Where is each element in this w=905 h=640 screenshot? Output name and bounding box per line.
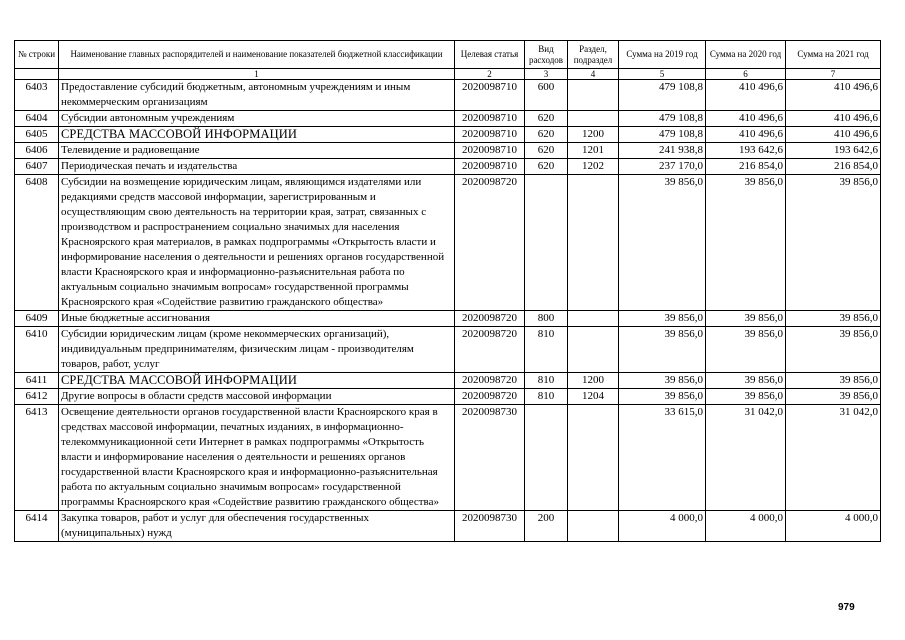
table-row: [15, 311, 881, 327]
cell-sum-2019: 39 856,0: [619, 373, 706, 389]
cell-sum-2019: 33 615,0: [619, 405, 706, 511]
cell-target-article: 2020098720: [455, 327, 525, 373]
cell-target-article: 2020098730: [455, 511, 525, 542]
cell-target-article: 2020098720: [455, 311, 525, 327]
header-sum-2021: Сумма на 2021 год: [786, 41, 881, 69]
column-number: 2: [455, 69, 525, 80]
cell-sum-2020: 193 642,6: [706, 143, 786, 159]
cell-section: 1200: [568, 373, 619, 389]
column-number: 5: [619, 69, 706, 80]
cell-target-article: 2020098710: [455, 80, 525, 111]
column-number: 4: [568, 69, 619, 80]
table-row: [15, 80, 881, 111]
cell-row-number: 6412: [15, 389, 59, 405]
cell-sum-2021: 39 856,0: [786, 311, 881, 327]
cell-section: [568, 405, 619, 511]
cell-sum-2019: 39 856,0: [619, 311, 706, 327]
cell-section: [568, 80, 619, 111]
cell-target-article: 2020098710: [455, 127, 525, 143]
header-target-article: Целевая статья: [455, 41, 525, 69]
table-row: [15, 175, 881, 311]
cell-name: Субсидии на возмещение юридическим лицам, являющимся издателями или редакциями средств массовой информации, зарегистрированным и осуществляющим свою деятельность на территории края, затрат, связанных с производством и распространением социально значимых для населения Красноярского края материалов, в рамках подпрограммы «Открытость власти и информирование населения о деятельности и решениях органов государственной власти Красноярского края и информационно-разъяснительная работа по актуальным социально значимым вопросам» государственной программы Красноярского края «Содействие развитию гражданского общества»: [59, 175, 455, 311]
cell-row-number: 6414: [15, 511, 59, 542]
cell-target-article: 2020098720: [455, 373, 525, 389]
cell-name: Периодическая печать и издательства: [59, 159, 455, 175]
cell-sum-2019: 39 856,0: [619, 175, 706, 311]
cell-section: 1201: [568, 143, 619, 159]
column-number: 1: [59, 69, 455, 80]
cell-name: Закупка товаров, работ и услуг для обеспечения государственных (муниципальных) нужд: [59, 511, 455, 542]
cell-expense-kind: 620: [525, 159, 568, 175]
cell-section: 1204: [568, 389, 619, 405]
table-row: [15, 143, 881, 159]
budget-table: [14, 40, 881, 542]
page-number: 979: [838, 602, 855, 613]
cell-expense-kind: [525, 175, 568, 311]
cell-section: [568, 111, 619, 127]
table-row: [15, 389, 881, 405]
cell-sum-2021: 39 856,0: [786, 389, 881, 405]
cell-row-number: 6406: [15, 143, 59, 159]
cell-sum-2020: 410 496,6: [706, 127, 786, 143]
budget-table-container: [14, 40, 881, 542]
cell-name: Другие вопросы в области средств массовой информации: [59, 389, 455, 405]
cell-expense-kind: 800: [525, 311, 568, 327]
cell-sum-2019: 479 108,8: [619, 127, 706, 143]
cell-sum-2021: 39 856,0: [786, 175, 881, 311]
cell-row-number: 6409: [15, 311, 59, 327]
cell-sum-2019: 39 856,0: [619, 389, 706, 405]
column-number: 3: [525, 69, 568, 80]
cell-name: Освещение деятельности органов государственной власти Красноярского края в средствах массовой информации, печатных изданиях, в информационно-телекоммуникационной сети Интернет в рамках подпрограммы «Открытость власти и информирование населения о деятельности и решениях органов государственной власти Красноярского края и информационно-разъяснительная работа по актуальным социально значимым вопросам» государственной программы Красноярского края «Содействие развитию гражданского общества»: [59, 405, 455, 511]
cell-expense-kind: 600: [525, 80, 568, 111]
cell-sum-2021: 4 000,0: [786, 511, 881, 542]
cell-sum-2021: 31 042,0: [786, 405, 881, 511]
header-sum-2020: Сумма на 2020 год: [706, 41, 786, 69]
header-row-number: № строки: [15, 41, 59, 69]
table-row: [15, 111, 881, 127]
cell-name: Иные бюджетные ассигнования: [59, 311, 455, 327]
table-row: [15, 159, 881, 175]
cell-row-number: 6404: [15, 111, 59, 127]
cell-sum-2021: 193 642,6: [786, 143, 881, 159]
cell-expense-kind: 810: [525, 373, 568, 389]
cell-expense-kind: 810: [525, 327, 568, 373]
cell-target-article: 2020098710: [455, 111, 525, 127]
cell-section: [568, 511, 619, 542]
cell-expense-kind: 200: [525, 511, 568, 542]
cell-sum-2021: 216 854,0: [786, 159, 881, 175]
cell-expense-kind: 620: [525, 143, 568, 159]
cell-sum-2019: 479 108,8: [619, 80, 706, 111]
column-number: [15, 69, 59, 80]
cell-sum-2020: 31 042,0: [706, 405, 786, 511]
cell-sum-2020: 39 856,0: [706, 373, 786, 389]
table-row: [15, 373, 881, 389]
table-row: [15, 405, 881, 511]
cell-sum-2021: 410 496,6: [786, 127, 881, 143]
cell-sum-2020: 39 856,0: [706, 389, 786, 405]
cell-row-number: 6411: [15, 373, 59, 389]
cell-target-article: 2020098720: [455, 175, 525, 311]
cell-sum-2020: 216 854,0: [706, 159, 786, 175]
cell-sum-2019: 237 170,0: [619, 159, 706, 175]
cell-sum-2020: 410 496,6: [706, 80, 786, 111]
header-section: Раздел, подраздел: [568, 41, 619, 69]
cell-expense-kind: [525, 405, 568, 511]
cell-sum-2019: 241 938,8: [619, 143, 706, 159]
cell-expense-kind: 620: [525, 127, 568, 143]
table-row: [15, 127, 881, 143]
cell-row-number: 6413: [15, 405, 59, 511]
cell-sum-2020: 410 496,6: [706, 111, 786, 127]
table-body: [15, 80, 881, 542]
cell-section: 1200: [568, 127, 619, 143]
cell-row-number: 6405: [15, 127, 59, 143]
cell-name: СРЕДСТВА МАССОВОЙ ИНФОРМАЦИИ: [59, 373, 455, 389]
cell-section: 1202: [568, 159, 619, 175]
column-number-row: [15, 69, 881, 80]
header-row: [15, 41, 881, 69]
column-number: 6: [706, 69, 786, 80]
cell-sum-2019: 479 108,8: [619, 111, 706, 127]
cell-target-article: 2020098710: [455, 143, 525, 159]
cell-expense-kind: 620: [525, 111, 568, 127]
table-row: [15, 327, 881, 373]
cell-section: [568, 175, 619, 311]
cell-target-article: 2020098720: [455, 389, 525, 405]
column-number: 7: [786, 69, 881, 80]
cell-section: [568, 327, 619, 373]
cell-sum-2020: 39 856,0: [706, 311, 786, 327]
cell-name: Субсидии юридическим лицам (кроме некоммерческих организаций), индивидуальным предпринимателям, физическим лицам - производителям товаров, работ, услуг: [59, 327, 455, 373]
cell-target-article: 2020098730: [455, 405, 525, 511]
cell-sum-2019: 39 856,0: [619, 327, 706, 373]
cell-sum-2021: 39 856,0: [786, 327, 881, 373]
cell-section: [568, 311, 619, 327]
cell-sum-2020: 39 856,0: [706, 175, 786, 311]
cell-name: СРЕДСТВА МАССОВОЙ ИНФОРМАЦИИ: [59, 127, 455, 143]
cell-sum-2021: 410 496,6: [786, 80, 881, 111]
cell-sum-2020: 39 856,0: [706, 327, 786, 373]
cell-sum-2021: 410 496,6: [786, 111, 881, 127]
header-expense-kind: Вид расходов: [525, 41, 568, 69]
cell-row-number: 6410: [15, 327, 59, 373]
cell-expense-kind: 810: [525, 389, 568, 405]
header-sum-2019: Сумма на 2019 год: [619, 41, 706, 69]
cell-sum-2019: 4 000,0: [619, 511, 706, 542]
table-row: [15, 511, 881, 542]
cell-target-article: 2020098710: [455, 159, 525, 175]
cell-name: Телевидение и радиовещание: [59, 143, 455, 159]
cell-row-number: 6407: [15, 159, 59, 175]
cell-sum-2021: 39 856,0: [786, 373, 881, 389]
header-name: Наименование главных распорядителей и наименование показателей бюджетной классификации: [59, 41, 455, 69]
cell-name: Предоставление субсидий бюджетным, автономным учреждениям и иным некоммерческим организациям: [59, 80, 455, 111]
cell-row-number: 6408: [15, 175, 59, 311]
cell-row-number: 6403: [15, 80, 59, 111]
cell-sum-2020: 4 000,0: [706, 511, 786, 542]
cell-name: Субсидии автономным учреждениям: [59, 111, 455, 127]
